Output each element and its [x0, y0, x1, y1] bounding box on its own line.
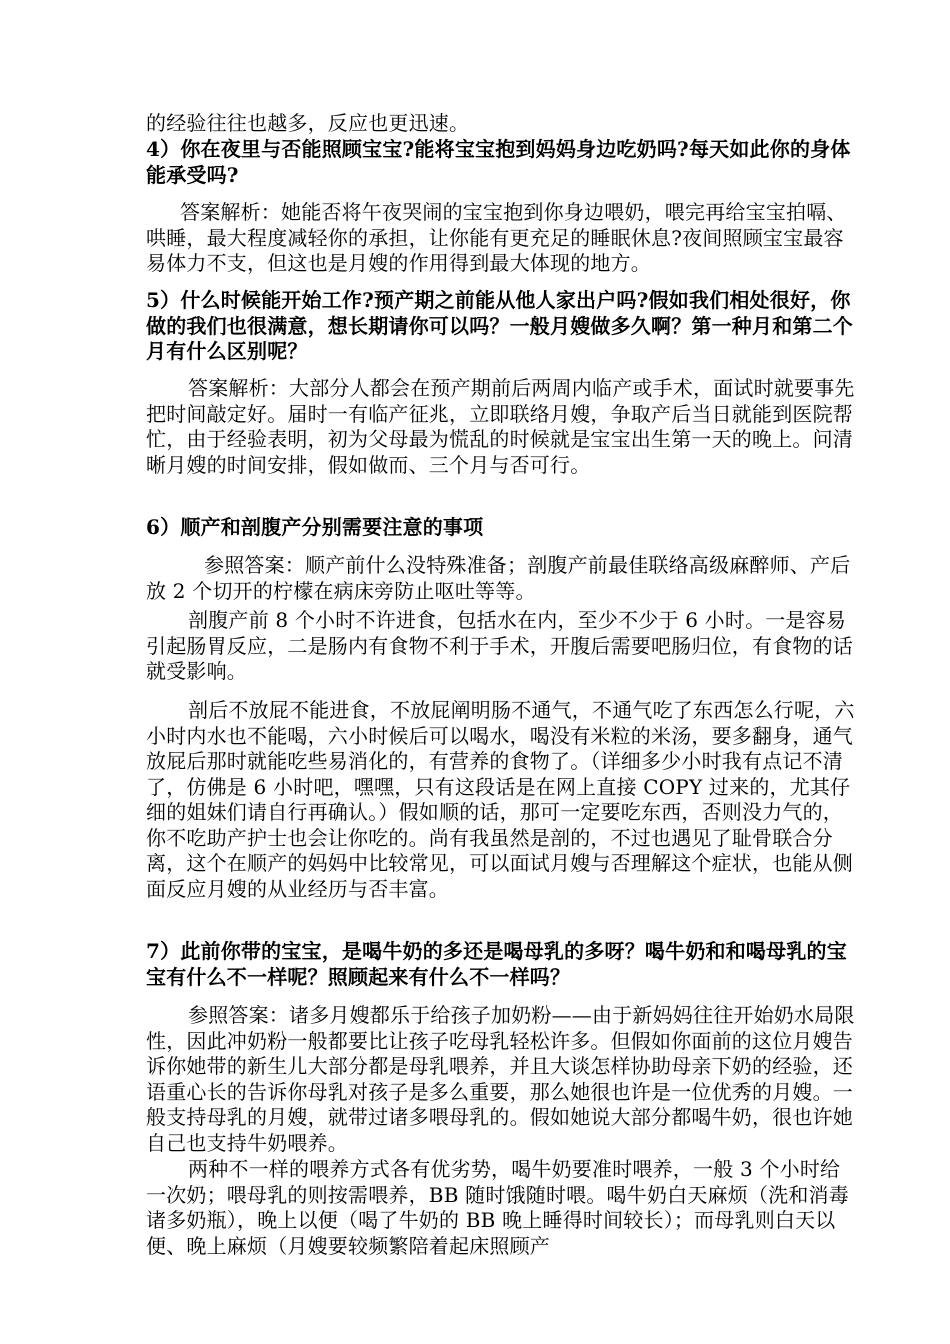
answer-7-paragraph-2: 两种不一样的喂养方式各有优劣势，喝牛奶要准时喂养，一般 3 个小时给一次奶；喂母乳的则按需喂养，BB 随时饿随时喂。喝牛奶白天麻烦（洗和消毒诸多奶瓶），晚上以便（喝了牛奶的 BB 晚上睡得时间较长）；而母乳则白天以便、晚上麻烦（月嫂要较频繁陪着起床照顾产	[146, 1157, 849, 1258]
paragraph-continuation: 的经验往往也越多，反应也更迅速。	[146, 111, 470, 135]
answer-6-paragraph-2: 剖腹产前 8 个小时不许进食，包括水在内，至少不少于 6 小时。一是容易引起肠胃反应，二是肠内有食物不利于手术，开腹后需要吧肠归位，有食物的话就受影响。	[146, 608, 853, 683]
answer-6-paragraph-1: 参照答案：顺产前什么没特殊准备；剖腹产前最佳联络高级麻醉师、产后放 2 个切开的柠檬在病床旁防止呕吐等等。	[146, 553, 851, 603]
question-4-heading: 4）你在夜里与否能照顾宝宝?能将宝宝抱到妈妈身边吃奶吗?每天如此你的身体能承受吗?	[146, 137, 851, 187]
question-6-heading: 6）顺产和剖腹产分别需要注意的事项	[146, 515, 484, 539]
answer-7-paragraph-1: 参照答案：诸多月嫂都乐于给孩子加奶粉——由于新妈妈往往开始奶水局限性，因此冲奶粉一般都要比让孩子吃母乳轻松许多。但假如你面前的这位月嫂告诉你她带的新生儿大部分都是母乳喂养，并且大谈怎样协助母亲下奶的经验，还语重心长的告诉你母乳对孩子是多么重要，那么她很也许是一位优秀的月嫂。一般支持母乳的月嫂，就带过诸多喂母乳的。假如她说大部分都喝牛奶，很也许她自己也支持牛奶喂养。	[146, 1003, 855, 1155]
answer-5-paragraph: 答案解析：大部分人都会在预产期前后两周内临产或手术，面试时就要事先把时间敲定好。届时一有临产征兆，立即联络月嫂，争取产后当日就能到医院帮忙，由于经验表明，初为父母最为慌乱的时候就是宝宝出生第一天的晚上。问清晰月嫂的时间安排，假如做而、三个月与否可行。	[146, 376, 855, 477]
answer-4-paragraph: 答案解析：她能否将午夜哭闹的宝宝抱到你身边喂奶，喂完再给宝宝拍嗝、哄睡，最大程度减轻你的承担，让你能有更充足的睡眠休息?夜间照顾宝宝最容易体力不支，但这也是月嫂的作用得到最大体现的地方。	[146, 200, 847, 275]
question-7-heading: 7）此前你带的宝宝，是喝牛奶的多还是喝母乳的多呀？喝牛奶和和喝母乳的宝宝有什么不一样呢？照顾起来有什么不一样吗？	[146, 939, 847, 989]
answer-6-paragraph-3: 剖后不放屁不能进食，不放屁阐明肠不通气，不通气吃了东西怎么行呢，六小时内水也不能喝，六小时候后可以喝水，喝没有米粒的米汤，要多翻身，通气放屁后那时就能吃些易消化的，有营养的食物了。（详细多少小时我有点记不清了，仿佛是 6 小时吧，嘿嘿，只有这段话是在网上直接 COPY 过来的，尤其仔细的姐妹们请自行再确认。）假如顺的话，那可一定要吃东西，否则没力气的，你不吃助产护士也会让你吃的。尚有我虽然是剖的，不过也遇见了耻骨联合分离，这个在顺产的妈妈中比较常见，可以面试月嫂与否理解这个症状，也能从侧面反应月嫂的从业经历与否丰富。	[146, 698, 855, 901]
question-5-heading: 5）什么时候能开始工作?预产期之前能从他人家出户吗?假如我们相处很好，你做的我们也很满意，想长期请你可以吗？一般月嫂做多久啊？第一种月和第二个月有什么区别呢？	[146, 288, 853, 363]
